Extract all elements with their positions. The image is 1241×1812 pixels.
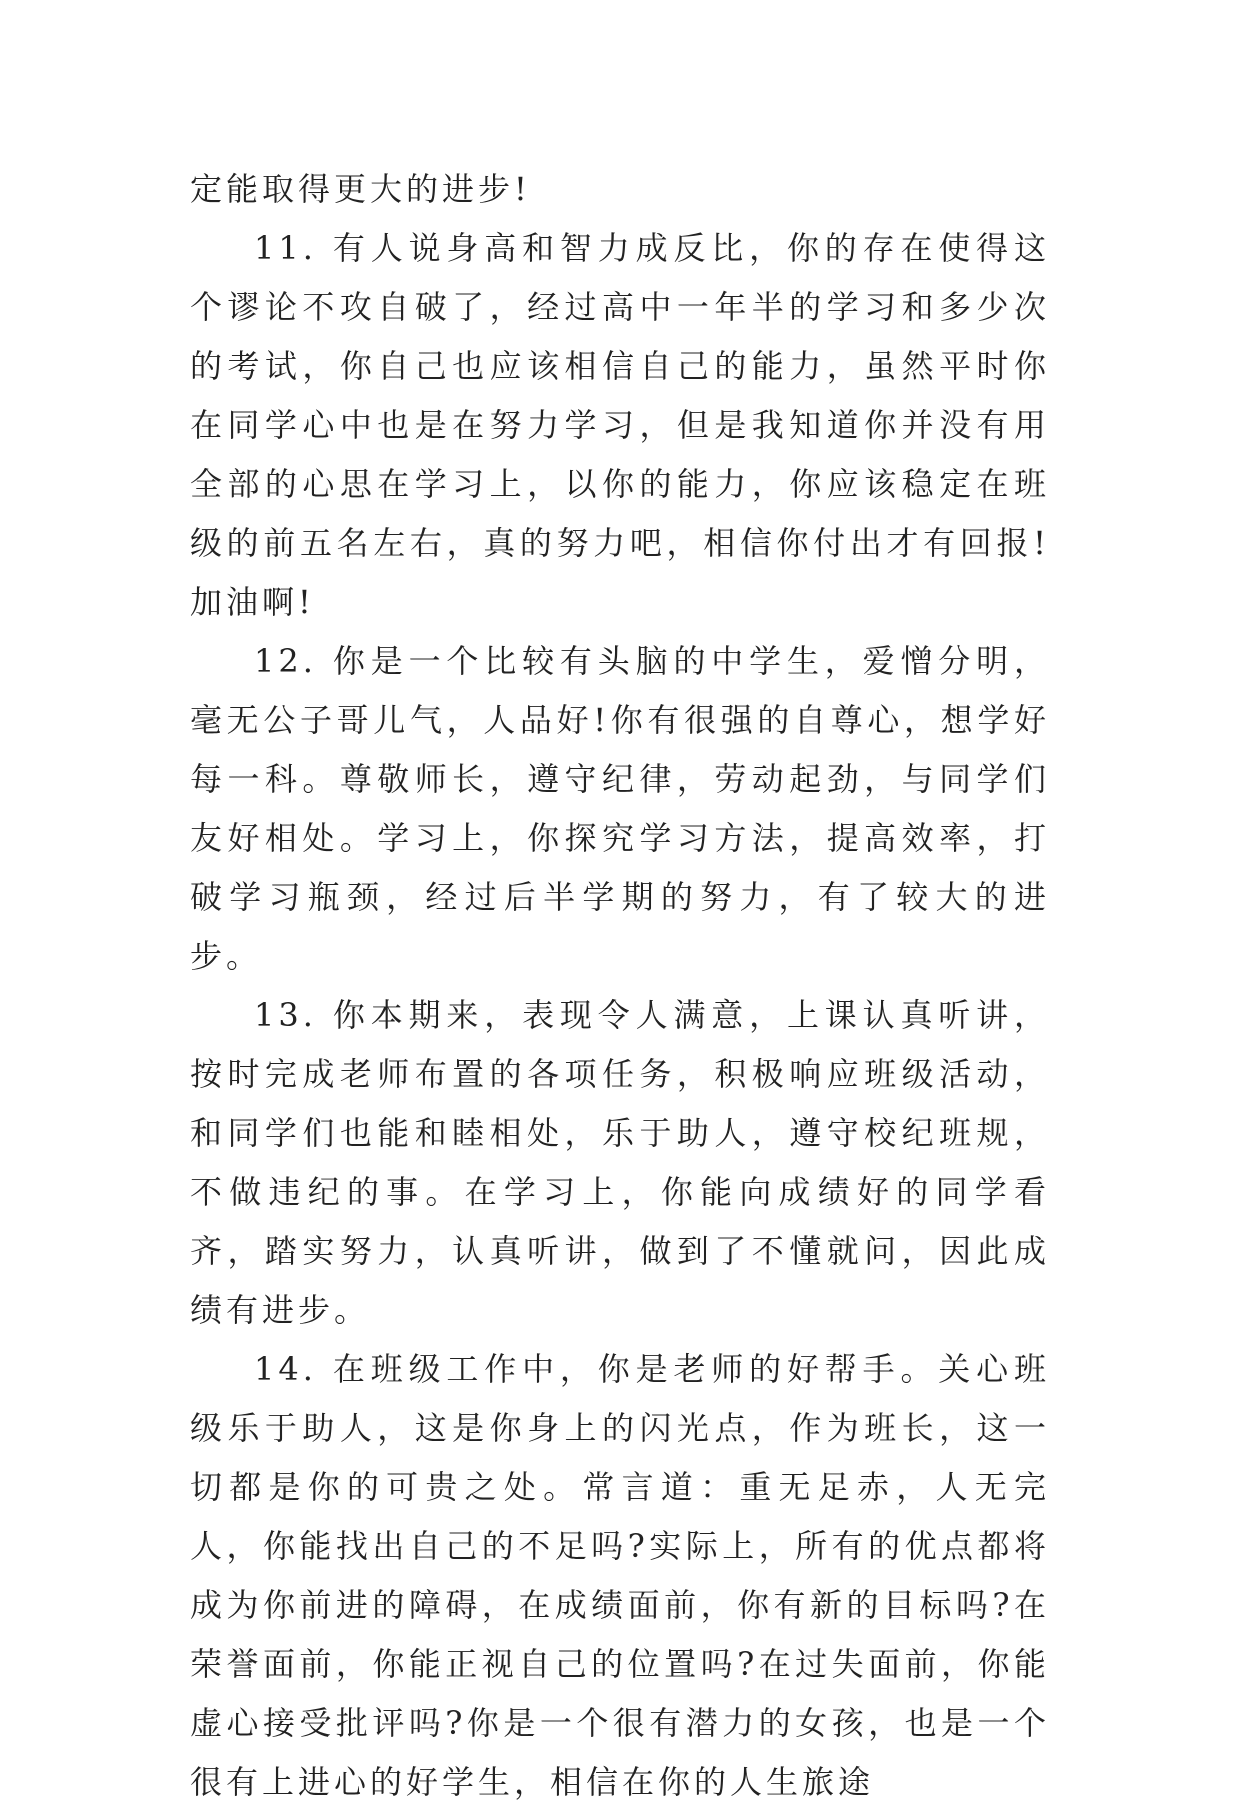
document-body [190,160,1050,1812]
paragraph-item-11: 11. 有人说身高和智力成反比，你的存在使得这个谬论不攻自破了，经过高中一年半的学习和多少次的考试，你自己也应该相信自己的能力，虽然平时你在同学心中也是在努力学习，但是我知道你并没有用全部的心思在学习上，以你的能力，你应该稳定在班级的前五名左右，真的努力吧，相信你付出才有回报!加油啊! [190,229,1050,621]
paragraph-item-12: 12. 你是一个比较有头脑的中学生，爱憎分明，毫无公子哥儿气，人品好!你有很强的自尊心，想学好每一科。尊敬师长，遵守纪律，劳动起劲，与同学们友好相处。学习上，你探究学习方法，提高效率，打破学习瓶颈，经过后半学期的努力，有了较大的进步。 [190,642,1050,975]
paragraph-item-13: 13. 你本期来，表现令人满意，上课认真听讲，按时完成老师布置的各项任务，积极响应班级活动，和同学们也能和睦相处，乐于助人，遵守校纪班规，不做违纪的事。在学习上，你能向成绩好的同学看齐，踏实努力，认真听讲，做到了不懂就问，因此成绩有进步。 [190,996,1050,1329]
paragraph-continuation: 定能取得更大的进步! [190,170,531,208]
paragraph-item-14: 14. 在班级工作中，你是老师的好帮手。关心班级乐于助人，这是你身上的闪光点，作为班长，这一切都是你的可贵之处。常言道：重无足赤，人无完人，你能找出自己的不足吗?实际上，所有的优点都将成为你前进的障碍，在成绩面前，你有新的目标吗?在荣誉面前，你能正视自己的位置吗?在过失面前，你能虚心接受批评吗?你是一个很有潜力的女孩，也是一个很有上进心的好学生，相信在你的人生旅途 [190,1350,1050,1801]
